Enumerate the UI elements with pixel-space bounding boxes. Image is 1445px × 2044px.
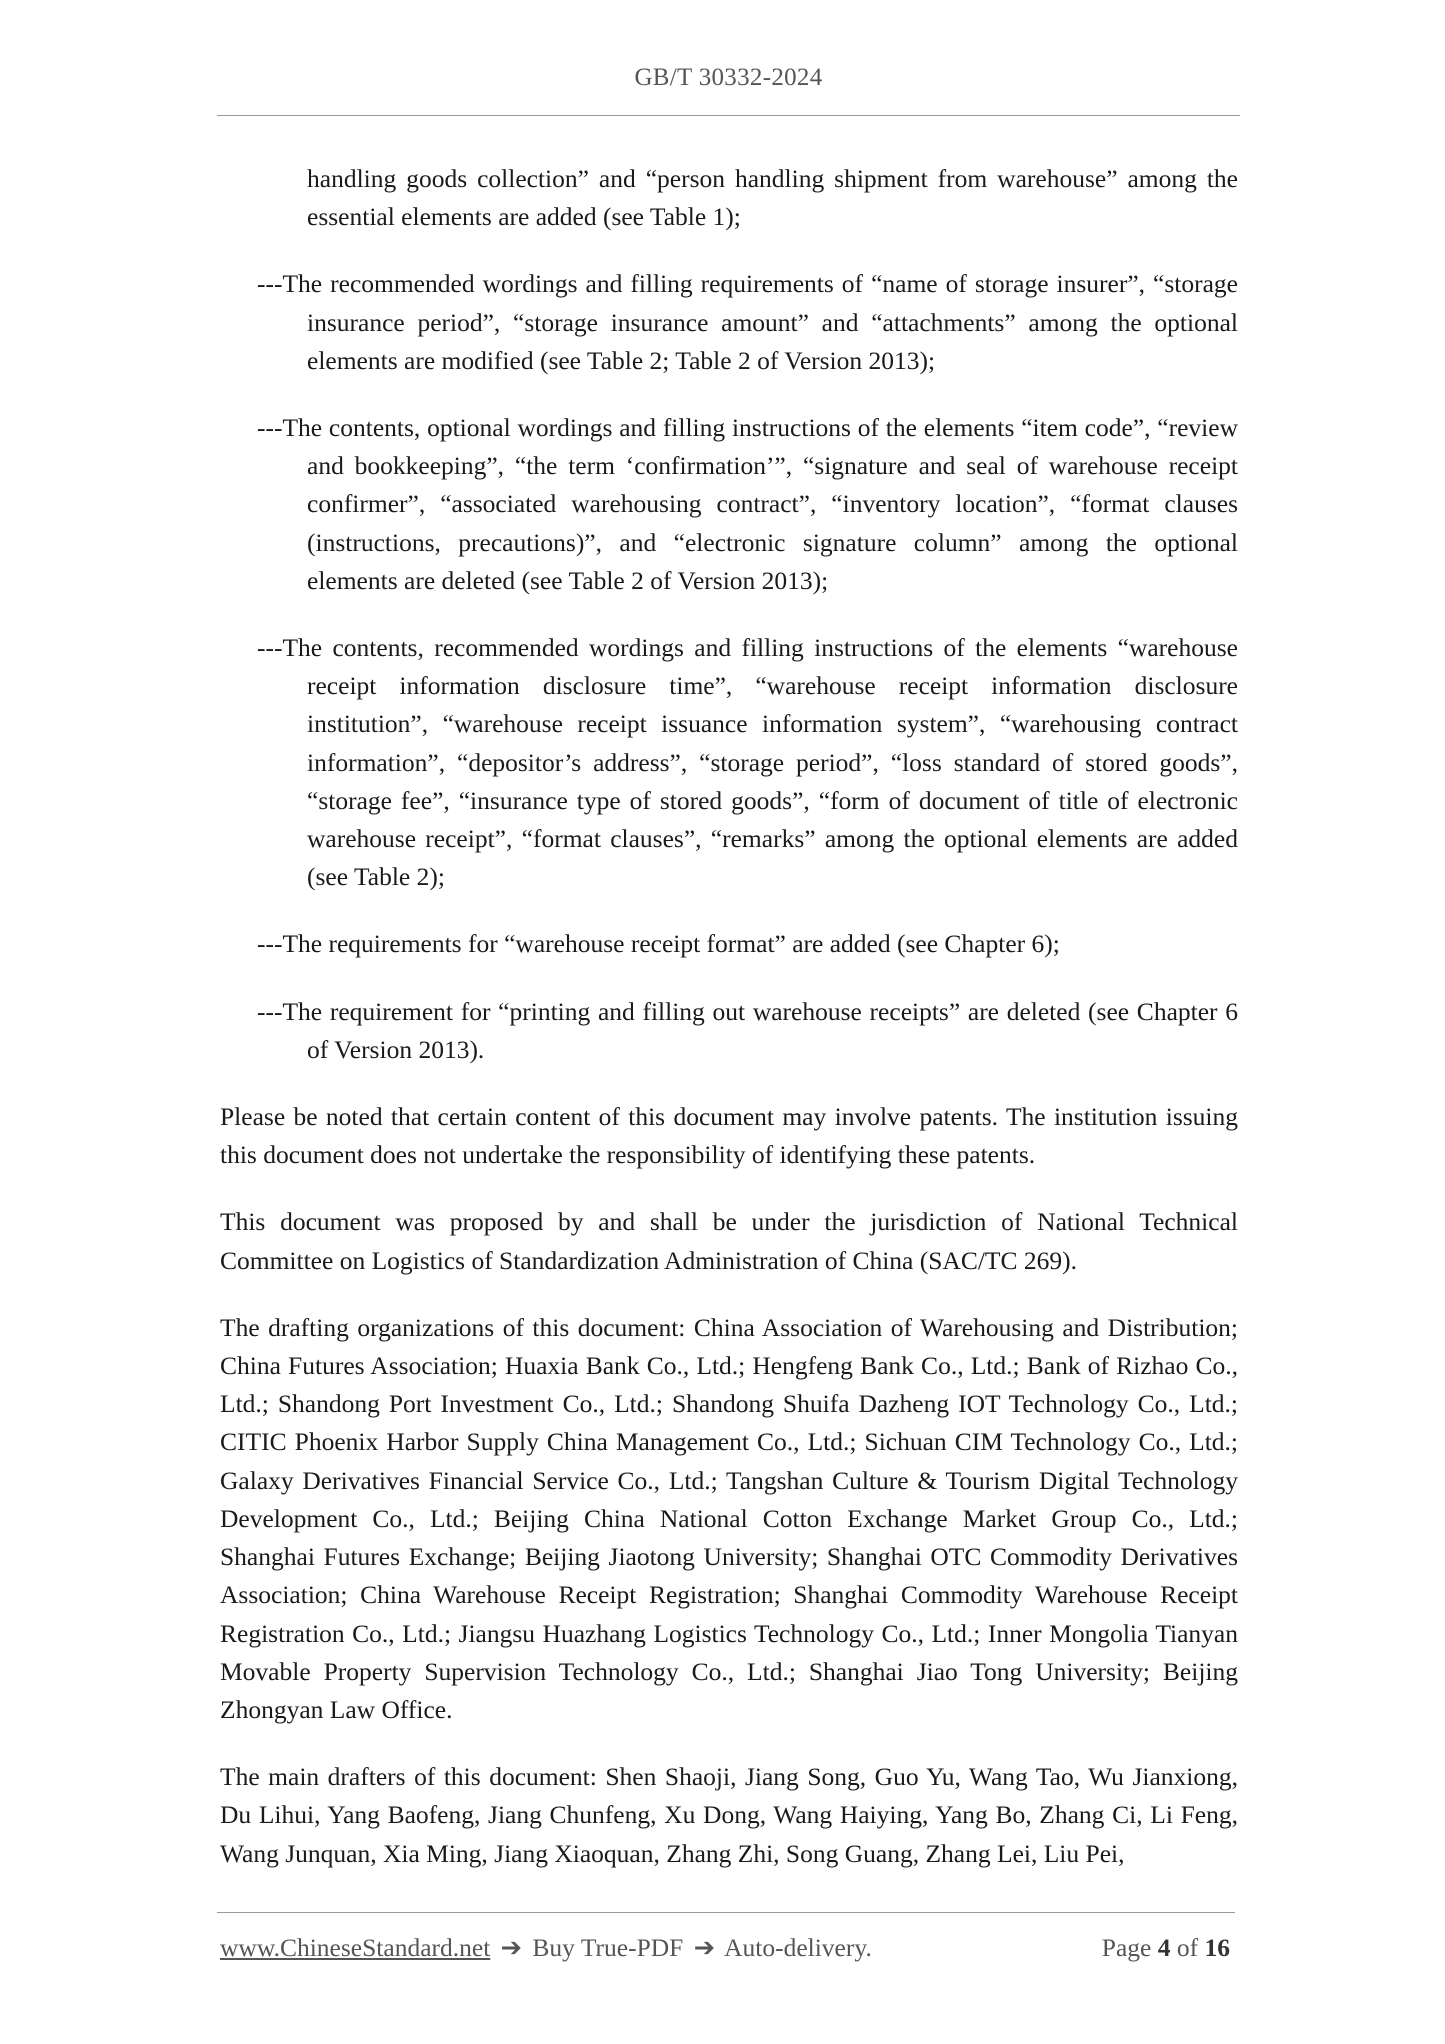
change-list-item: ---The requirements for “warehouse receipt format” are added (see Chapter 6); — [257, 929, 1060, 959]
document-body — [220, 160, 1238, 1902]
auto-delivery-text: Auto-delivery. — [724, 1933, 872, 1962]
website-link[interactable]: www.ChineseStandard.net — [220, 1933, 491, 1962]
page-of-label: of — [1176, 1933, 1199, 1962]
patent-notice-paragraph: Please be noted that certain content of this document may involve patents. The institution issuing this document does not undertake the responsibility of identifying these patents. — [220, 1102, 1238, 1170]
total-pages-number: 16 — [1204, 1933, 1230, 1962]
jurisdiction-paragraph: This document was proposed by and shall be under the jurisdiction of National Technical Committee on Logistics of Standardization Administration of China (SAC/TC 269). — [220, 1207, 1238, 1275]
change-list-item: ---The contents, optional wordings and filling instructions of the elements “item code”, “review and bookkeeping”, “the term ‘confirmation’”, “signature and seal of warehouse receipt confirmer”, “associated warehousing contract”, “inventory location”, “format clauses (instructions, precautions)”, and “electronic signature column” among the optional elements are deleted (see Table 2 of Version 2013); — [257, 413, 1238, 595]
arrow-right-icon: ➔ — [693, 1933, 716, 1962]
continued-list-item: handling goods collection” and “person handling shipment from warehouse” among the essential elements are added (see Table 1); — [307, 164, 1238, 232]
header-divider — [217, 115, 1240, 116]
page-indicator — [1102, 1933, 1230, 1963]
standard-number: GB/T 30332-2024 — [634, 64, 823, 91]
main-drafters-paragraph: The main drafters of this document: Shen Shaoji, Jiang Song, Guo Yu, Wang Tao, Wu Jianxiong, Du Lihui, Yang Baofeng, Jiang Chunfeng, Xu Dong, Wang Haiying, Yang Bo, Zhang Ci, Li Feng, Wang Junquan, Xia Ming, Jiang Xiaoquan, Zhang Zhi, Song Guang, Zhang Lei, Liu Pei, — [220, 1762, 1238, 1868]
footer-divider — [217, 1912, 1235, 1913]
page-footer — [220, 1933, 1230, 1973]
change-list-item: ---The contents, recommended wordings and filling instructions of the elements “warehouse receipt information disclosure time”, “warehouse receipt information disclosure institution”, “warehouse receipt issuance information system”, “warehousing contract information”, “depositor’s address”, “storage period”, “loss standard of stored goods”, “storage fee”, “insurance type of stored goods”, “form of document of title of electronic warehouse receipt”, “format clauses”, “remarks” among the optional elements are added (see Table 2); — [257, 633, 1238, 892]
arrow-right-icon: ➔ — [500, 1933, 523, 1962]
change-list-item: ---The requirement for “printing and filling out warehouse receipts” are deleted (see Chapter 6 of Version 2013). — [257, 996, 1238, 1064]
current-page-number: 4 — [1157, 1933, 1171, 1962]
footer-promo — [220, 1933, 872, 1963]
page-header — [217, 64, 1240, 92]
page-label: Page — [1101, 1933, 1152, 1962]
drafting-organizations-paragraph: The drafting organizations of this document: China Association of Warehousing and Distribution; China Futures Association; Huaxia Bank Co., Ltd.; Hengfeng Bank Co., Ltd.; Bank of Rizhao Co., Ltd.; Shandong Port Investment Co., Ltd.; Shandong Shuifa Dazheng IOT Technology Co., Ltd.; CITIC Phoenix Harbor Supply China Management Co., Ltd.; Sichuan CIM Technology Co., Ltd.; Galaxy Derivatives Financial Service Co., Ltd.; Tangshan Culture & Tourism Digital Technology Development Co., Ltd.; Beijing China National Cotton Exchange Market Group Co., Ltd.; Shanghai Futures Exchange; Beijing Jiaotong University; Shanghai OTC Commodity Derivatives Association; China Warehouse Receipt Registration; Shanghai Commodity Warehouse Receipt Registration Co., Ltd.; Jiangsu Huazhang Logistics Technology Co., Ltd.; Inner Mongolia Tianyan Movable Property Supervision Technology Co., Ltd.; Shanghai Jiao Tong University; Beijing Zhongyan Law Office. — [220, 1312, 1238, 1724]
buy-pdf-text: Buy True-PDF — [532, 1933, 684, 1962]
change-list-item: ---The recommended wordings and filling requirements of “name of storage insurer”, “storage insurance period”, “storage insurance amount” and “attachments” among the optional elements are modified (see Table 2; Table 2 of Version 2013); — [257, 269, 1238, 375]
